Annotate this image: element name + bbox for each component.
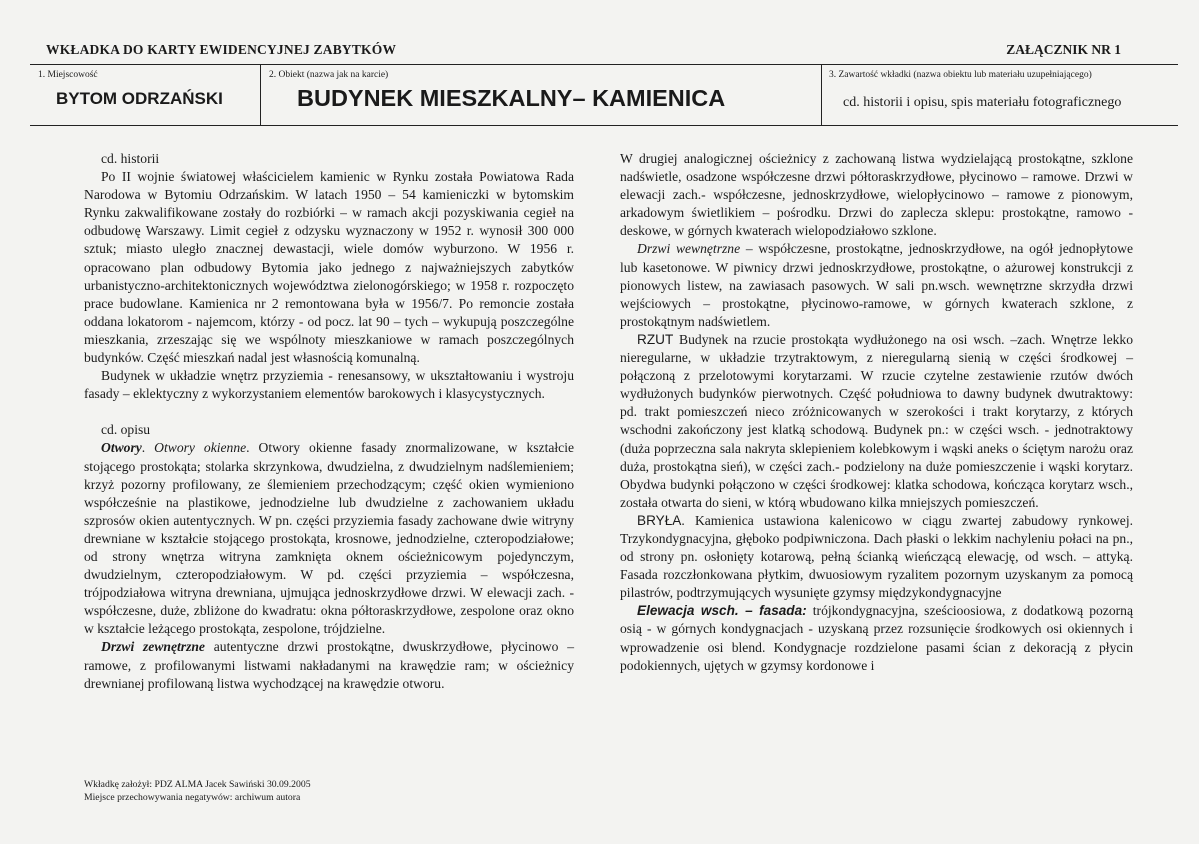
windows-label: Otwory okienne (154, 440, 247, 456)
right-column (620, 150, 1133, 675)
inner-doors-label: Drzwi wewnętrzne (637, 241, 741, 257)
doors-continued-paragraph: W drugiej analogicznej ościeżnicy z zachowaną listwa wydzielającą prostokątne, szklone nadświetle, osadzone współczesne drzwi półtoraskrzydłowe, płycinowo – ramowe. Drzwi w elewacji zach.- współczesne, jednoskrzydłowe, wielopłycinowo – ramowe z pionowym, arkadowym świetlikiem – pośrodku. Drzwi do zaplecza sklepu: prostokątne, ramowo - deskowe, w górnych kwaterach wielopodziałowo szklone. (620, 151, 1133, 239)
outer-doors-text: autentyczne drzwi prostokątne, dwuskrzydłowe, płycinowo – ramowe, z profilowanymi listwami nakładanymi na krawędzie ram; w ościeżnicy drewnianej profilowaną listwa wychodzącej na krawędzie otworu. (84, 639, 574, 691)
object-box (260, 65, 822, 125)
facade-label: Elewacja wsch. – fasada: (637, 603, 807, 619)
spacer (84, 403, 574, 421)
object-label: 2. Obiekt (nazwa jak na karcie) (269, 70, 389, 80)
inner-doors-paragraph (620, 240, 1133, 330)
contents-value: cd. historii i opisu, spis materiału fotograficznego (843, 95, 1122, 110)
annex-number: ZAŁĄCZNIK NR 1 (1006, 42, 1121, 57)
place-box (30, 65, 260, 125)
footer (84, 778, 311, 804)
plan-text: Budynek na rzucie prostokąta wydłużonego na osi wsch. –zach. Wnętrze lekko nieregularne, w układzie trzytraktowym, z nieregularną sienią w części środkowej – połączoną z przelotowymi korytarzami. W rzucie czytelne zestawienie rzutów dwóch wydłużonych budynków pierwotnych. Część południowa to dawny budynek dwutraktowy: pd. trakt pomieszczeń nieco zróżnicowanych w szerokości i trakt korytarzy, z których wschodni zakończony jest klatką schodową. Budynek pn.: w części wsch. - jednotraktowy (duża poprzeczna sala nakryta sklepieniem kolebkowym i wąski aneks o ściętym narożu oraz duża, prostokątna sień), w części zach.- podzielony na duże pomieszczenie i wąski korytarz. Obydwa budynki połączono w części środkowej: klatka schodowa, kończąca korytarz wsch., została otwarta do sieni, w którą wbudowano kilka mniejszych pomieszczeń. (620, 331, 1133, 510)
place-label: 1. Miejscowość (38, 70, 98, 80)
prepared-by: Wkładkę założył: PDZ ALMA Jacek Sawiński 30.09.2005 (84, 779, 311, 790)
windows-text: Otwory okienne fasady znormalizowane, w kształcie stojącego prostokąta; stolarka skrzynkowa, dwudzielna, z dwudzielnym nadślemieniem; krzyż pozorny profilowany, ze ślemieniem przechodzącym; część okien wymieniono współcześnie na plastikowe, jednodzielne lub dwudzielne z zachowaniem układu szprosów okien autentycznych. W pn. części przyziemia fasady zachowane dwie witryny drewniane w kształcie stojącego prostokąta, krosnowe, jednodzielne, czteropodziałowe; od strony wnętrza witryna zamknięta oknem ościeżnicowym pojedynczym, dwudzielnym, czteropodziałowym. W pd. części przyziemia – współczesna, trójpodziałowa witryna drewniana, ujmująca jednoskrzydłowe drzwi. W elewacji zach. - współczesne, duże, zbliżone do kwadratu: okna półtoraskrzydłowe, zespolone oraz okno w kształcie leżącego prostokąta, zespolone, trójdzielne. (84, 440, 575, 637)
contents-box (821, 65, 1178, 125)
identification-boxes (30, 64, 1178, 126)
mass-text: . Kamienica ustawiona kalenicowo w ciągu zwartej zabudowy rynkowej. Trzykondygnacyjna, głęboko podpiwniczona. Dach płaski o lekkim nachyleniu połaci na pn., od strony pn. osłonięty kotarową, pełną ścianką wieńczącą elewację, od wsch. – attyką. Fasada rozczłonkowana płytkim, dwuosiowym ryzalitem pozornym uzyskanym za pomocą pilastrów, podtrzymujących wysunięte gzymsy międzykondygnacyjne (620, 512, 1133, 601)
windows-paragraph: Otwory. Otwory okienne. Otwory okienne fasady znormalizowane, w kształcie stojącego prostokąta; stolarka skrzynkowa, dwudzielna, z dwudzielnym nadślemieniem; krzyż pozorny profilowany, ze ślemieniem przechodzącym; część okien wymieniono współcześnie na plastikowe, jednodzielne lub dwudzielne z zachowaniem układu szprosów okien autentycznych. W pn. części przyziemia fasady zachowane dwie witryny drewniane w kształcie stojącego prostokąta, krosnowe, jednodzielne, czteropodziałowe; od strony wnętrza witryna zamknięta oknem ościeżnicowym pojedynczym, dwudzielnym, czteropodziałowym. W pd. części przyziemia – współczesna, trójpodziałowa witryna drewniana, ujmująca jednoskrzydłowe drzwi. W elewacji zach. - współczesne, duże, zbliżone do kwadratu: okna półtoraskrzydłowe, zespolone oraz okno w kształcie leżącego prostokąta, zespolone, trójdzielne. (84, 440, 575, 637)
plan-label: RZUT (637, 331, 674, 347)
outer-doors-paragraph (84, 638, 574, 692)
facade-text: trójkondygnacyjna, sześcioosiowa, z dodatkową pozorną osią - w górnych kondygnacjach - uzyskaną przez rozsunięcie środkowych osi okiennych i wprowadzenie osi blend. Kondygnacje rozdzielone pasami ścian z dekoracją z płycin podokiennych, ujętych w gzymsy kordonowe i (620, 603, 1133, 673)
mass-label: BRYŁA (637, 512, 682, 528)
document-title: WKŁADKA DO KARTY EWIDENCYJNEJ ZABYTKÓW (46, 42, 397, 57)
object-value: BUDYNEK MIESZKALNY– KAMIENICA (297, 85, 726, 111)
mass-paragraph (620, 512, 1133, 602)
openings-label: Otwory (101, 440, 142, 456)
plan-paragraph (620, 331, 1133, 512)
facade-paragraph (620, 602, 1133, 674)
history-paragraph-2: Budynek w układzie wnętrz przyziemia - renesansowy, w ukształtowaniu i wystroju fasady – eklektyczny z wykorzystaniem elementów barokowych i klasycystycznych. (84, 368, 574, 402)
contents-label: 3. Zawartość wkładki (nazwa obiektu lub materiału uzupełniającego) (829, 70, 1092, 80)
negatives-location: Miejsce przechowywania negatywów: archiwum autora (84, 792, 301, 803)
description-heading: cd. opisu (101, 422, 151, 438)
left-column (84, 150, 574, 693)
history-paragraph-1: Po II wojnie światowej właścicielem kamienic w Rynku została Powiatowa Rada Narodowa w Bytomiu Odrzańskim. W latach 1950 – 54 kamieniczki w bytomskim Rynku zakwalifikowane zostały do rozbiórki – w ramach akcji pozyskiwania cegieł na odbudowę Warszawy. Limit cegieł z odzysku wyznaczony w 1952 r. wynosił 300 000 sztuk; miasto uległo znacznej dewastacji, wiele domów wyburzono. W 1956 r. opracowano plan odbudowy Bytomia jako jednego z najważniejszych zabytków urbanistyczno-architektonicznych województwa zielonogórskiego; w 1958 r. rozpoczęto prace budowlane. Kamienica nr 2 remontowana była w 1956/7. Po remoncie została oddana lokatorom - najemcom, którzy - od pocz. lat 90 – tych – wykupują poszczególne mieszkania, zrzeszając się we wspólnoty mieszkaniowe w ramach poszczególnych budynków. Część mieszkań nadal jest własnością komunalną. (84, 169, 574, 366)
history-heading: cd. historii (101, 151, 160, 166)
outer-doors-label: Drzwi zewnętrzne (101, 639, 205, 655)
place-value: BYTOM ODRZAŃSKI (56, 89, 223, 108)
inner-doors-text: – współczesne, prostokątne, jednoskrzydłowe, na ogół jednopłytowe lub kasetonowe. W piwnicy drzwi jednoskrzydłowe, prostokątne, o ażurowej konstrukcji z pionowych listew, na zawiasach pasowych. W sali pn.wsch. wewnętrzne skrzydła drzwi wejściowych – prostokątne, płycinowo-ramowe, w górnych kwaterach szklone, z prostokątnym nadświetlem. (620, 241, 1133, 329)
